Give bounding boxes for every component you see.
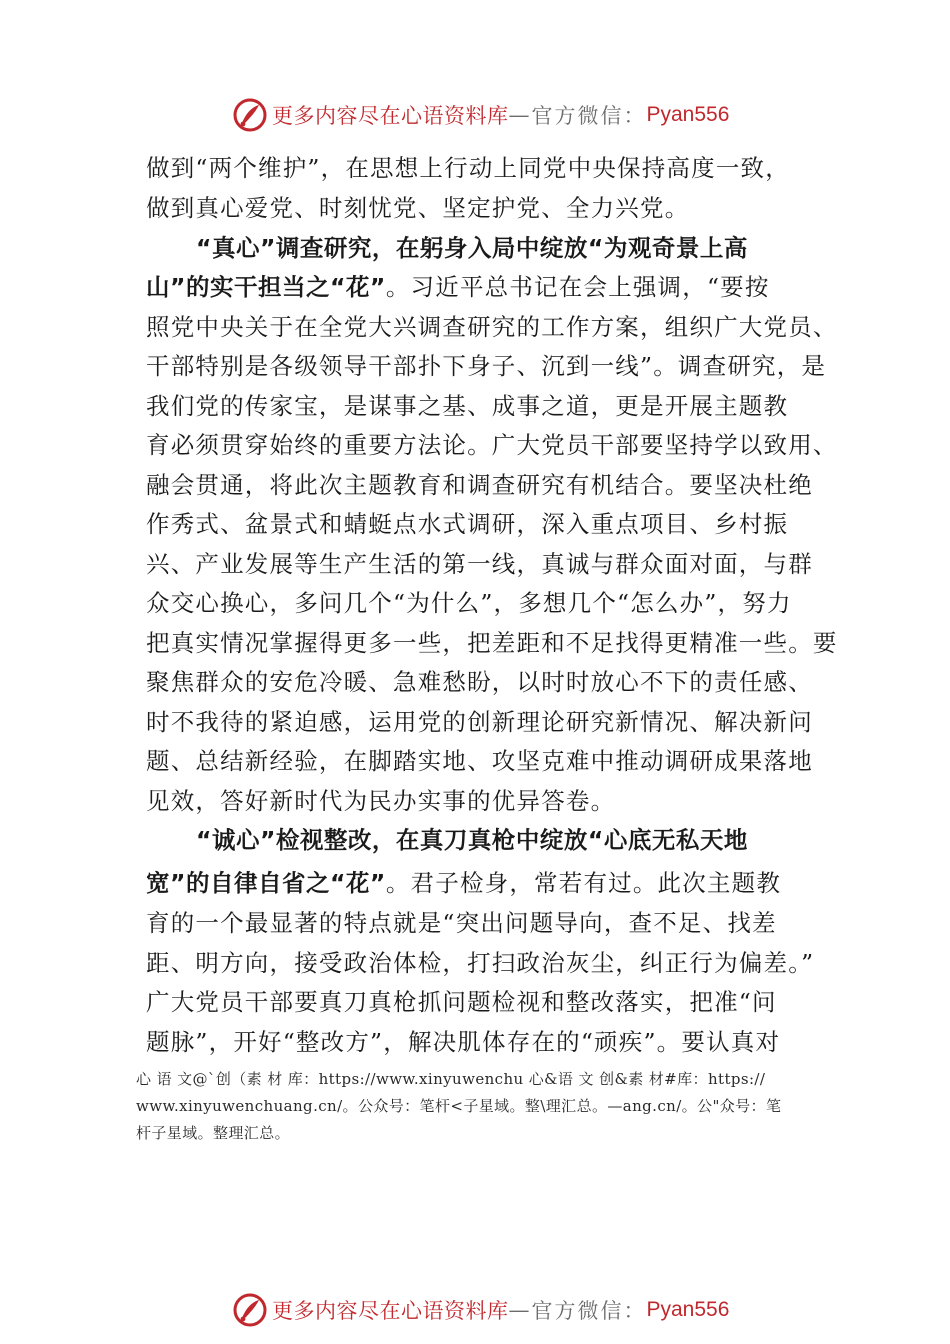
banner-wechat-id: Pyan556	[646, 1298, 730, 1321]
banner-wechat-label: 官方微信：	[531, 1299, 647, 1323]
paragraph-line: 广大党员干部要真刀真枪抓问题检视和整改落实，把准“问	[146, 988, 777, 1016]
paragraph-line: 融会贯通，将此次主题教育和调查研究有机结合。要坚决杜绝	[146, 471, 813, 499]
banner-dash: —	[508, 1298, 532, 1322]
paragraph-line: 见效，答好新时代为民办实事的优异答卷。	[146, 787, 616, 815]
footer-line: www.xinyuwenchuang.cn/。公众号：笔杆<子星域。整\理汇总。—ang.cn/。公"众号：笔	[136, 1097, 782, 1115]
paragraph-line	[146, 270, 770, 304]
paragraph-line: 把真实情况掌握得更多一些，把差距和不足找得更精准一些。要	[146, 629, 838, 657]
paragraph-line: 聚焦群众的安危冷暖、急难愁盼，以时时放心不下的责任感、	[146, 668, 813, 696]
paragraph-line: 时不我待的紧迫感，运用党的创新理论研究新情况、解决新问	[146, 708, 813, 736]
paragraph-line: 众交心换心，多问几个“为什么”，多想几个“怎么办”，努力	[146, 589, 792, 617]
paragraph-line: 照党中央关于在全党大兴调查研究的工作方案，组织广大党员、	[146, 313, 838, 341]
section-heading: “真心”调查研究，在躬身入局中绽放“为观奇景上高	[196, 234, 748, 262]
paragraph-line: 做到真心爱党、时刻忧党、坚定护党、全力兴党。	[146, 194, 690, 222]
section-heading-cont: 宽”的自律自省之“花”	[146, 869, 386, 897]
paragraph-text: 。习近平总书记在会上强调，“要按	[385, 273, 770, 301]
banner-title: 更多内容尽在心语资料库	[272, 1299, 509, 1323]
paragraph-line: 作秀式、盆景式和蜻蜓点水式调研，深入重点项目、乡村振	[146, 510, 789, 538]
banner-wechat-label: 官方微信：	[531, 104, 647, 128]
paragraph-line: 题脉”，开好“整改方”，解决肌体存在的“顽疾”。要认真对	[146, 1028, 781, 1056]
paragraph-line: 距、明方向，接受政治体检，打扫政治灰尘，纠正行为偏差。”	[146, 949, 815, 977]
section-heading: “诚心”检视整改，在真刀真枪中绽放“心底无私天地	[196, 826, 748, 854]
brush-seal-icon	[232, 1292, 268, 1328]
footer-line: 杆子星域。整理汇总。	[136, 1124, 291, 1142]
banner-title: 更多内容尽在心语资料库	[272, 104, 509, 128]
paragraph-text: 。君子检身，常若有过。此次主题教	[385, 869, 782, 897]
footer-banner	[232, 1290, 729, 1330]
paragraph-line: 干部特别是各级领导干部扑下身子、沉到一线”。调查研究，是	[146, 352, 827, 380]
paragraph-line: 题、总结新经验，在脚踏实地、攻坚克难中推动调研成果落地	[146, 747, 813, 775]
section-heading-cont: 山”的实干担当之“花”	[146, 273, 386, 301]
paragraph-line: 我们党的传家宝，是谋事之基、成事之道，更是开展主题教	[146, 392, 789, 420]
banner-wechat-id: Pyan556	[646, 103, 730, 126]
paragraph-line: 育必须贯穿始终的重要方法论。广大党员干部要坚持学以致用、	[146, 431, 838, 459]
paragraph-line: 育的一个最显著的特点就是“突出问题导向，查不足、找差	[146, 909, 777, 937]
paragraph-line: 做到“两个维护”，在思想上行动上同党中央保持高度一致，	[146, 154, 790, 182]
footer-watermark	[136, 1066, 836, 1147]
footer-line: 心 语 文@`创（素 材 库：https://www.xinyuwenchu 心&语 文 创&素 材#库：https://	[136, 1070, 766, 1088]
paragraph-line: 兴、产业发展等生产生活的第一线，真诚与群众面对面，与群	[146, 550, 813, 578]
paragraph-line	[146, 866, 781, 900]
banner-dash: —	[508, 103, 532, 127]
